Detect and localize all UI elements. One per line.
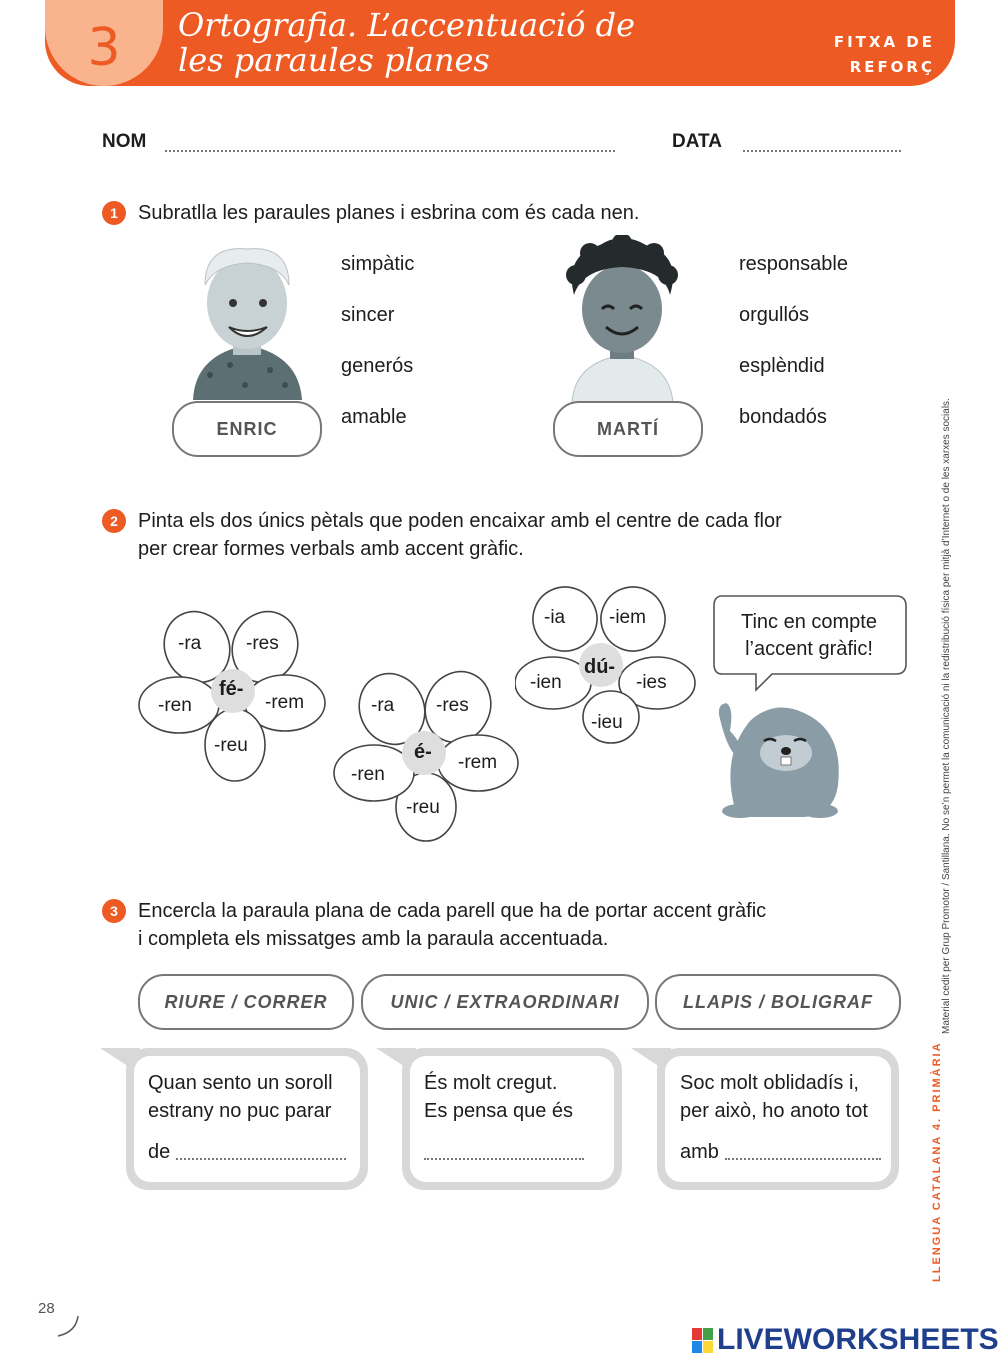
question-2-number: 2 (102, 509, 126, 533)
liveworksheets-brand: LIVEWORKSHEETS (717, 1323, 999, 1356)
tag-line-2: REFORÇ (849, 58, 935, 76)
enric-illustration (185, 245, 310, 405)
message-1-line-2: estrany no puc parar (148, 1100, 332, 1122)
title-line-2: les paraules planes (178, 41, 490, 79)
message-2-line-1: És molt cregut. (424, 1072, 558, 1094)
date-field[interactable] (743, 150, 901, 152)
marti-illustration (560, 235, 685, 405)
unit-number: 3 (87, 18, 121, 78)
message-2-answer-field[interactable] (424, 1158, 584, 1160)
flower-2-petal-1[interactable]: -ra (371, 695, 395, 716)
enric-word-3[interactable]: generós (341, 355, 414, 377)
question-3-text (138, 897, 766, 953)
enric-word-2[interactable]: sincer (341, 304, 395, 326)
message-1-line-3: de (148, 1141, 171, 1163)
flower-1-petal-3[interactable]: -rem (265, 692, 305, 713)
flower-2-petal-2[interactable]: -res (436, 695, 469, 716)
speech-line-1: Tinc en compte (741, 611, 877, 633)
speech-line-2: l’accent gràfic! (745, 638, 873, 660)
marti-word-2[interactable]: orgullós (739, 304, 810, 326)
flower-2-petal-4[interactable]: -reu (406, 797, 440, 818)
question-1-text: Subratlla les paraules planes i esbrina com és cada nen. (138, 202, 640, 224)
flower-2-petal-5[interactable]: -ren (351, 764, 385, 785)
word-pair-1[interactable]: RIURE / CORRER (138, 974, 354, 1030)
message-2-text (424, 1069, 614, 1125)
side-subject-label: LLENGUA CATALANA 4. PRIMÀRIA (931, 1041, 943, 1282)
word-pair-2[interactable]: UNIC / EXTRAORDINARI (361, 974, 649, 1030)
message-3-text (680, 1069, 890, 1125)
enric-word-1[interactable]: simpàtic (341, 253, 415, 275)
marti-word-1[interactable]: responsable (739, 253, 848, 275)
enric-name-pill: ENRIC (172, 401, 322, 457)
message-2-line-2: Es pensa que és (424, 1100, 573, 1122)
message-3-line-2: per això, ho anoto tot (680, 1100, 868, 1122)
message-1-line-1: Quan sento un soroll (148, 1072, 333, 1094)
flower-3-petal-5[interactable]: -ien (530, 672, 562, 693)
flower-1-center: fé- (219, 678, 244, 700)
title-line-1: Ortografia. L’accentuació de (178, 6, 636, 44)
flower-1-petal-2[interactable]: -res (246, 633, 279, 654)
flower-3-petal-3[interactable]: -ies (636, 672, 667, 693)
marti-word-3[interactable]: esplèndid (739, 355, 825, 377)
flower-1-petal-1[interactable]: -ra (178, 633, 202, 654)
name-field[interactable] (165, 150, 615, 152)
enric-word-4[interactable]: amable (341, 406, 407, 428)
date-label: DATA (672, 131, 722, 152)
question-1-number: 1 (102, 201, 126, 225)
flower-3-center: dú- (584, 656, 616, 678)
question-3-number: 3 (102, 899, 126, 923)
flower-2-center: é- (414, 741, 432, 763)
message-3-line-1: Soc molt oblidadís i, (680, 1072, 859, 1094)
flower-3-petal-4[interactable]: -ieu (591, 712, 623, 733)
question-3-line-2: i completa els missatges amb la paraula accentuada. (138, 928, 609, 950)
flower-1-petal-4[interactable]: -reu (214, 735, 248, 756)
question-3-line-1: Encercla la paraula plana de cada parell que ha de portar accent gràfic (138, 900, 767, 922)
page-title (178, 8, 635, 78)
page-number: 28 (38, 1300, 55, 1317)
flower-3-petal-1[interactable]: -ia (544, 607, 566, 628)
question-2-line-2: per crear formes verbals amb accent gràfic. (138, 538, 524, 560)
speech-text (716, 609, 902, 663)
marti-word-4[interactable]: bondadós (739, 406, 827, 428)
side-credit-text: Material cedit per Grup Promotor / Santillana. No se’n permet la comunicació ni la redistribució física per mitjà d’Internet o de les xarxes socials. (941, 398, 952, 1034)
flower-1-petal-5[interactable]: -ren (158, 695, 192, 716)
flower-2-petal-3[interactable]: -rem (458, 752, 498, 773)
liveworksheets-logo-icon (692, 1328, 714, 1354)
word-pair-3[interactable]: LLAPIS / BOLIGRAF (655, 974, 901, 1030)
question-2-line-1: Pinta els dos únics pètals que poden encaixar amb el centre de cada flor (138, 510, 782, 532)
worksheet-type-tag (800, 30, 935, 80)
mascot-illustration (704, 695, 849, 825)
flower-3-petal-2[interactable]: -iem (609, 607, 646, 628)
tag-line-1: FITXA DE (833, 33, 935, 51)
page-corner-curl-icon (56, 1314, 82, 1338)
question-2-text (138, 507, 782, 563)
message-1-text (148, 1069, 358, 1125)
name-label: NOM (102, 131, 147, 152)
marti-name-pill: MARTÍ (553, 401, 703, 457)
message-3-line-3: amb (680, 1141, 719, 1163)
message-1-answer-field[interactable] (176, 1158, 346, 1160)
message-3-answer-field[interactable] (725, 1158, 881, 1160)
